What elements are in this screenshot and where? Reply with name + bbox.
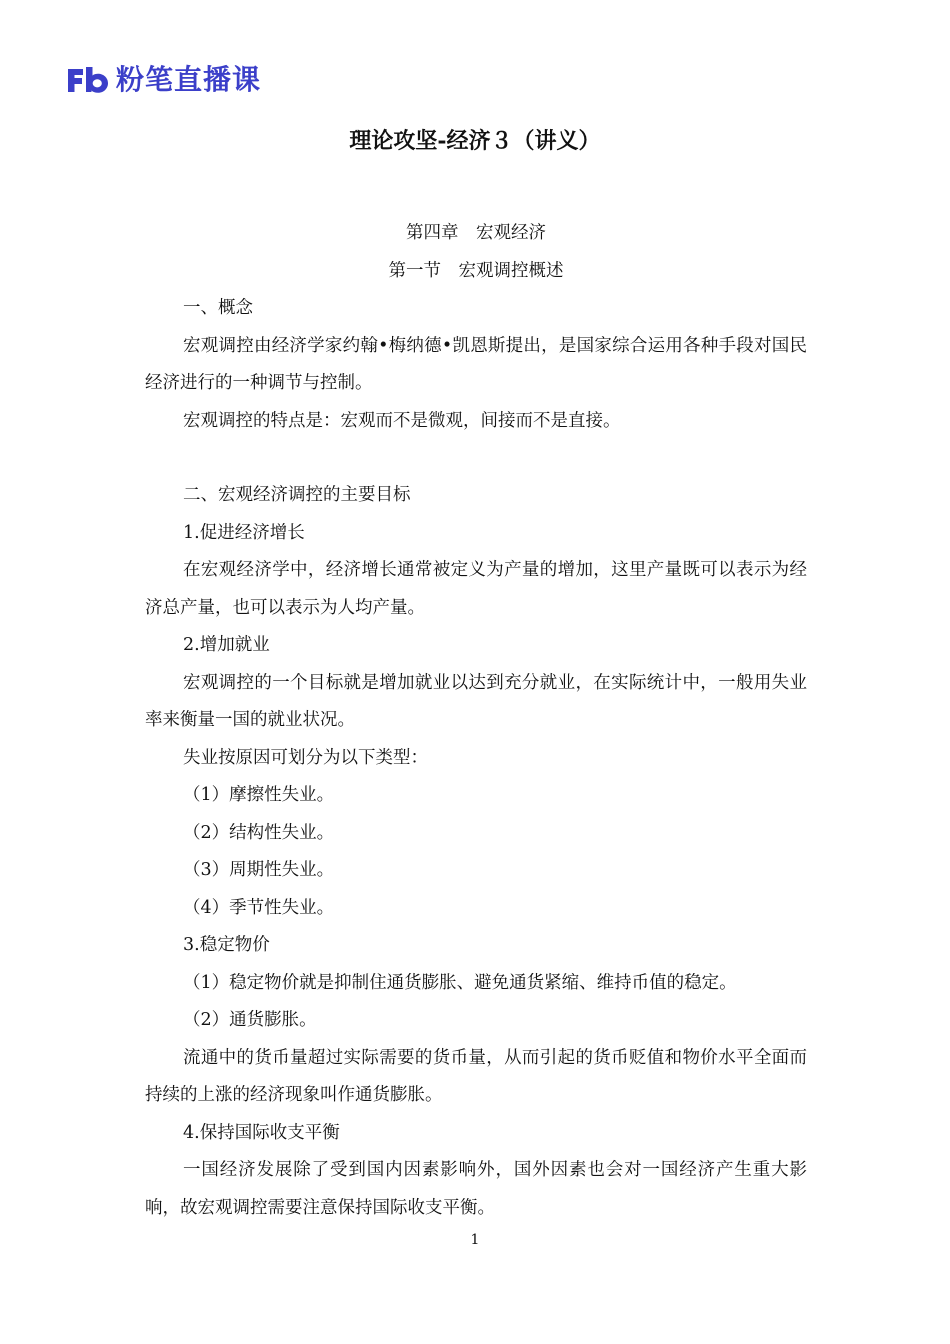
list-heading: 2.增加就业 [183, 635, 270, 655]
paragraph: 失业按原因可划分为以下类型： [183, 747, 428, 768]
paragraph: 宏观调控的一个目标就是增加就业以达到充分就业，在实际统计中，一般用失业率来衡量一国的就业状况。 [145, 672, 807, 730]
chapter-heading: 第四章 宏观经济 [406, 223, 546, 243]
list-heading: 4.保持国际收支平衡 [183, 1122, 340, 1143]
list-item: （4）季节性失业。 [183, 897, 335, 918]
paragraph: 一国经济发展除了受到国内因素影响外，国外因素也会对一国经济产生重大影响，故宏观调控需要注意保持国际收支平衡。 [145, 1160, 807, 1218]
list-heading: 3.稳定物价 [183, 935, 270, 955]
list-item: （1）稳定物价就是抑制住通货膨胀、避免通货紧缩、维持币值的稳定。 [183, 972, 737, 993]
paragraph: 宏观调控由经济学家约翰•梅纳德•凯恩斯提出，是国家综合运用各种手段对国民经济进行的一种调节与控制。 [145, 335, 807, 393]
document-title: 理论攻坚-经济３（讲义） [349, 128, 601, 154]
paragraph: 宏观调控的特点是：宏观而不是微观，间接而不是直接。 [183, 410, 621, 431]
document-body [145, 215, 807, 1227]
fb-logo-icon [66, 65, 110, 95]
brand-logo [66, 60, 261, 100]
list-item: （2）结构性失业。 [183, 822, 335, 843]
list-item: （3）周期性失业。 [183, 860, 335, 880]
subheading-concept: 一、概念 [183, 298, 253, 318]
list-item: （1）摩擦性失业。 [183, 785, 335, 805]
list-item: （2）通货膨胀。 [183, 1010, 317, 1030]
spacer [145, 440, 807, 477]
brand-name: 粉笔直播课 [116, 63, 262, 96]
section-heading: 第一节 宏观调控概述 [388, 260, 564, 281]
subheading-goals: 二、宏观经济调控的主要目标 [183, 485, 411, 505]
paragraph: 流通中的货币量超过实际需要的货币量，从而引起的货币贬值和物价水平全面而持续的上涨的经济现象叫作通货膨胀。 [145, 1047, 807, 1105]
list-heading: 1.促进经济增长 [183, 522, 305, 543]
paragraph: 在宏观经济学中，经济增长通常被定义为产量的增加，这里产量既可以表示为经济总产量，也可以表示为人均产量。 [145, 560, 807, 618]
page-number: 1 [470, 1232, 480, 1248]
